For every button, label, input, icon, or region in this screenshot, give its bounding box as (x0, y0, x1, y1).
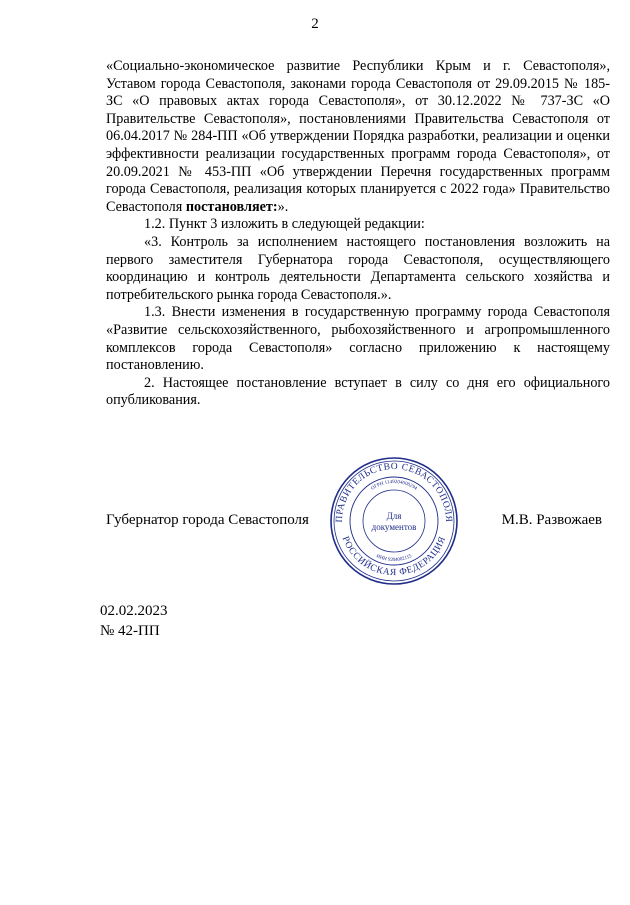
document-date: 02.02.2023 (100, 603, 168, 619)
signatory-title: Губернатор города Севастополя (106, 512, 309, 528)
document-body (106, 58, 610, 410)
seal-center-line2: документов (371, 522, 417, 532)
seal-outer-bottom-text: РОССИЙСКАЯ ФЕДЕРАЦИЯ (339, 535, 449, 579)
signature-block (106, 512, 610, 534)
resolves-word: постановляет: (185, 198, 278, 215)
seal-inn-text: ИНН 9204002115 (375, 554, 413, 564)
paragraph-legal-basis (106, 58, 610, 216)
paragraph-point-3: «3. Контроль за исполнением настоящего постановления возложить на первого заместителя Губернатора города Севастополя, осуществляющего координацию и контроль деятельности Департамента сельского хозяйства и потребительского рынка города Севастополя.». (106, 233, 610, 303)
legal-basis-end: ». (277, 198, 289, 215)
paragraph-1-3: 1.3. Внести изменения в государственную программу города Севастополя «Развитие сельскохозяйственного, рыбохозяйственного и агропромышленного комплексов города Севастополя» согласно приложению к настоящему постановлению. (106, 304, 610, 374)
paragraph-1-2: 1.2. Пункт 3 изложить в следующей редакции: (144, 216, 425, 233)
seal-ogrn-text: ОГРН 1149204000294 (370, 479, 418, 492)
page-number: 2 (311, 16, 319, 32)
paragraph-2: 2. Настоящее постановление вступает в силу со дня его официального опубликования. (106, 374, 610, 409)
seal-center-line1: Для (386, 511, 402, 521)
legal-basis-text: «Социально-экономическое развитие Республики Крым и г. Севастополя», Уставом города Севастополя, законами города Севастополя от 29.09.2015 № 185-ЗС «О правовых актах города Севастополя», от 30.12.2022 № 737-ЗС «О Правительстве Севастополя», постановлениями Правительства Севастополя от 06.04.2017 № 284-ПП «Об утверждении Порядка разработки, реализации и оценки эффективности реализации государственных программ города Севастополя», от 20.09.2021 № 453-ПП «Об утверждении Перечня государственных программ города Севастополя, реализация которых планируется с 2022 года» Правительство Севастополя (106, 58, 610, 215)
document-meta (100, 601, 168, 641)
svg-text:ИНН 9204002115 (375, 554, 413, 563)
seal-outer-top-text: ПРАВИТЕЛЬСТВО СЕВАСТОПОЛЯ (334, 461, 454, 523)
document-number: № 42-ПП (100, 623, 160, 639)
signatory-name: М.В. Развожаев (501, 512, 602, 528)
